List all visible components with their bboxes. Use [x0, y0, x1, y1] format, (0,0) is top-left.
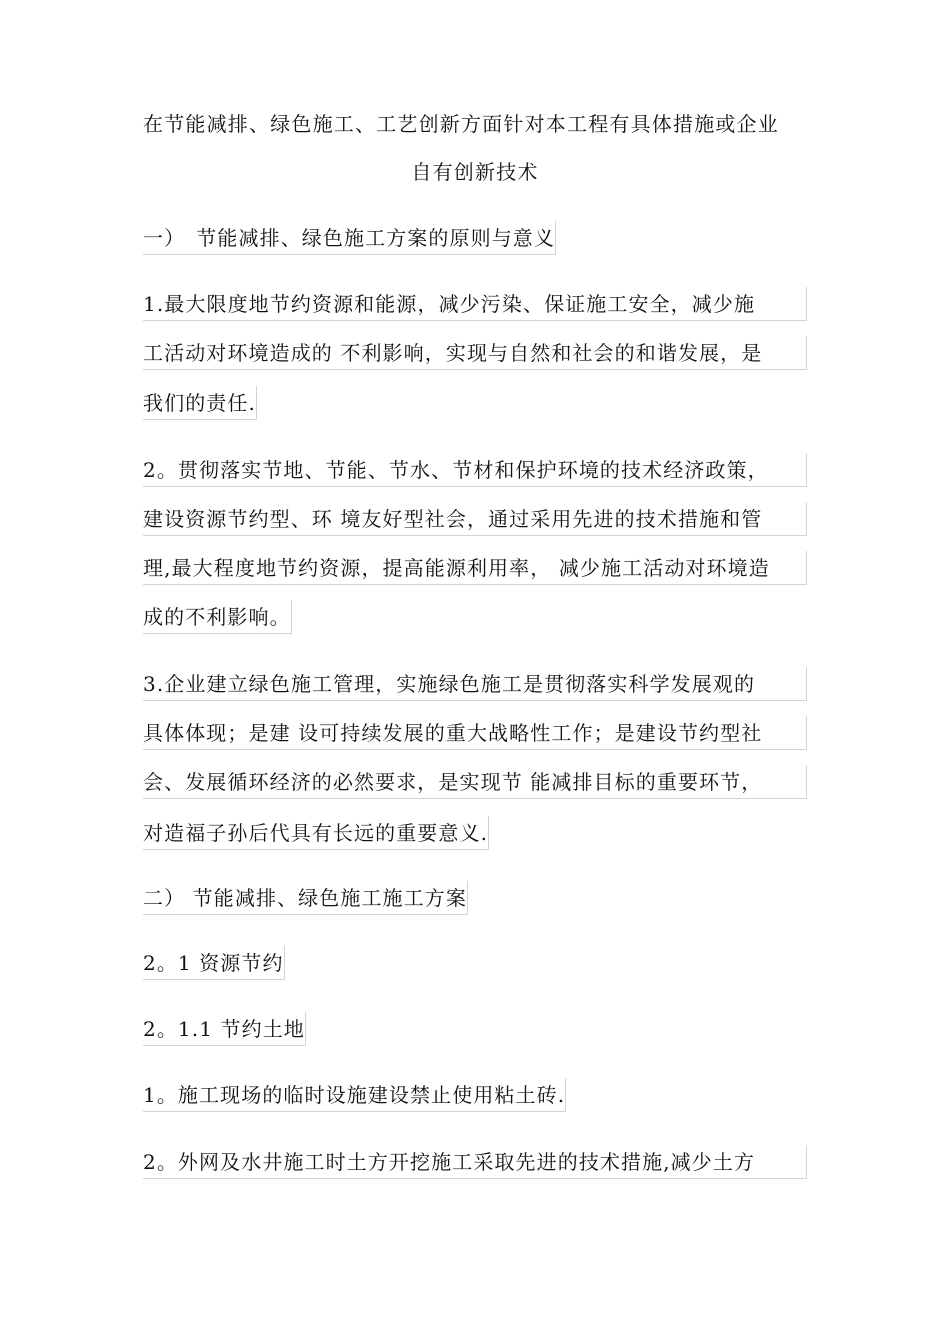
paragraph-3-line-3: 会、发展循环经济的必然要求，是实现节 能减排目标的重要环节，	[143, 765, 807, 799]
paragraph-1-line-1: 1.最大限度地节约资源和能源，减少污染、保证施工安全，减少施	[143, 287, 807, 321]
paragraph-1-line-2: 工活动对环境造成的 不利影响，实现与自然和社会的和谐发展，是	[143, 336, 807, 370]
paragraph-3-line-4: 对造福子孙后代具有长远的重要意义.	[143, 816, 489, 850]
subsection-2-1-heading: 2。1 资源节约	[143, 946, 285, 980]
list-item-2: 2。外网及水井施工时土方开挖施工采取先进的技术措施,减少土方	[143, 1145, 807, 1179]
paragraph-2-line-4: 成的不利影响。	[143, 600, 292, 634]
paragraph-2-line-3: 理,最大程度地节约资源，提高能源利用率， 减少施工活动对环境造	[143, 551, 807, 585]
section-1-heading: 一） 节能减排、绿色施工方案的原则与意义	[143, 221, 556, 255]
paragraph-1-line-3: 我们的责任.	[143, 386, 257, 420]
list-item-1: 1。施工现场的临时设施建设禁止使用粘土砖.	[143, 1078, 566, 1112]
paragraph-3-line-2: 具体体现；是建 设可持续发展的重大战略性工作；是建设节约型社	[143, 716, 807, 750]
section-2-heading: 二） 节能减排、绿色施工施工方案	[143, 881, 468, 915]
paragraph-2-line-2: 建设资源节约型、环 境友好型社会，通过采用先进的技术措施和管	[143, 502, 807, 536]
document-title-line-1: 在节能减排、绿色施工、工艺创新方面针对本工程有具体措施或企业	[143, 112, 779, 136]
document-title-line-2: 自有创新技术	[411, 160, 539, 184]
paragraph-2-line-1: 2。贯彻落实节地、节能、节水、节材和保护环境的技术经济政策，	[143, 453, 807, 487]
paragraph-3-line-1: 3.企业建立绿色施工管理，实施绿色施工是贯彻落实科学发展观的	[143, 667, 807, 701]
subsection-2-1-1-heading: 2。1.1 节约土地	[143, 1012, 306, 1046]
